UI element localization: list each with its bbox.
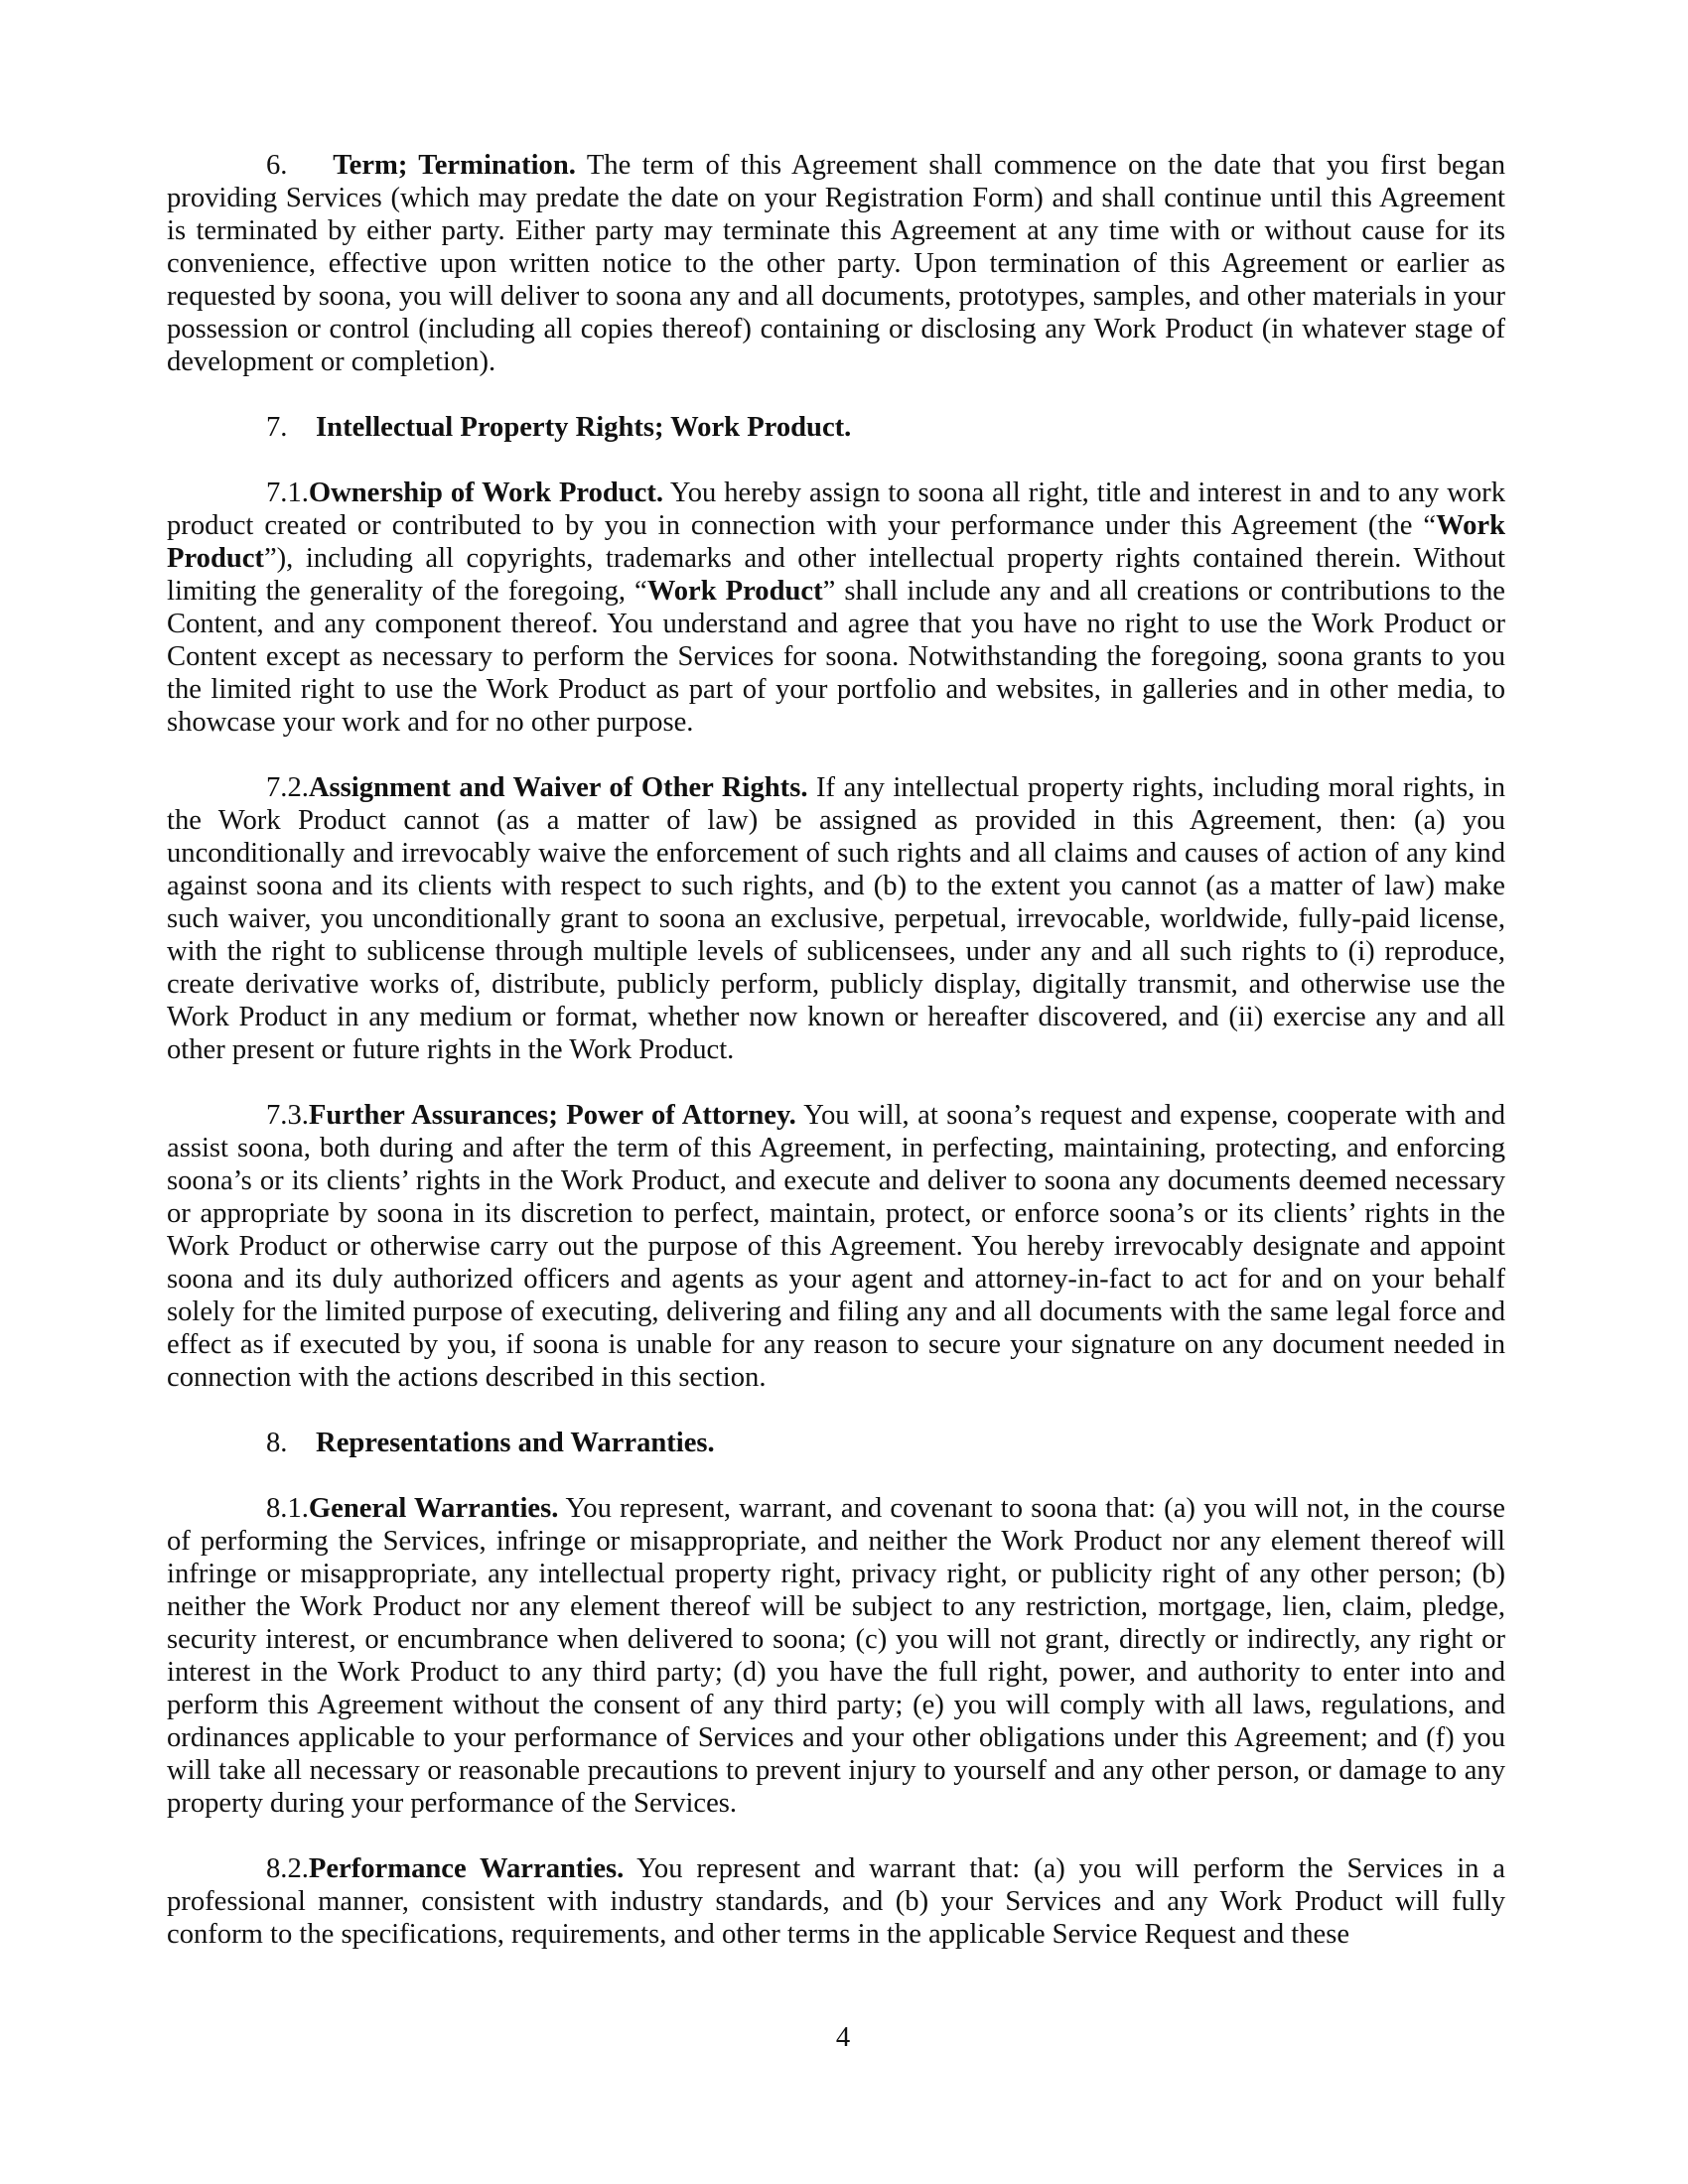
section-body: ” shall include any and all creations or contributions to the Content, and any component thereof. You understand and agree that you have no right to use the Work Product or Content except as necessary to perform the Services for soona. Notwithstanding the foregoing, soona grants to you the limited right to use the Work Product as part of your portfolio and websites, in galleries and in other media, to showcase your work and for no other purpose. — [167, 576, 1506, 738]
section-body: You will, at soona’s request and expense, cooperate with and assist soona, both during and after the term of this Agreement, in perfecting, maintaining, protecting, and enforcing soona’s or its clients’ rights in the Work Product, and execute and deliver to soona any documents deemed necessary or appropriate by soona in its discretion to perfect, maintain, protect, or enforce soona’s or its clients’ rights in the Work Product or otherwise carry out the purpose of this Agreement. You hereby irrevocably designate and appoint soona and its duly authorized officers and agents as your agent and attorney-in-fact to act for and on your behalf solely for the limited purpose of executing, delivering and filing any and all documents with the same legal force and effect as if executed by you, if soona is unable for any reason to secure your signature on any document needed in connection with the actions described in this section. — [167, 1100, 1505, 1393]
section-number: 7. — [266, 412, 288, 443]
section-number: 7.1. — [266, 478, 309, 508]
section-7-3 — [167, 1099, 1505, 1394]
section-title: Further Assurances; Power of Attorney. — [308, 1100, 796, 1131]
section-title: General Warranties. — [308, 1493, 559, 1524]
section-title: Intellectual Property Rights; Work Product. — [316, 412, 852, 443]
section-7-1 — [167, 477, 1505, 739]
defined-term: Work Product — [646, 576, 823, 607]
section-8-1 — [167, 1492, 1505, 1820]
section-body: If any intellectual property rights, including moral rights, in the Work Product cannot (as a matter of law) be assigned as provided in this Agreement, then: (a) you unconditionally and irrevocably waive the enforcement of such rights and all claims and causes of action of any kind against soona and its clients with respect to such rights, and (b) to the extent you cannot (as a matter of law) make such waiver, you unconditionally grant to soona an exclusive, perpetual, irrevocable, worldwide, fully-paid license, with the right to sublicense through multiple levels of sublicensees, under any and all such rights to (i) reproduce, create derivative works of, distribute, publicly perform, publicly display, digitally transmit, and otherwise use the Work Product in any medium or format, whether now known or hereafter discovered, and (ii) exercise any and all other present or future rights in the Work Product. — [167, 772, 1506, 1065]
section-title: Representations and Warranties. — [316, 1428, 715, 1458]
section-number: 8. — [266, 1428, 288, 1458]
section-body: You hereby assign to soona all right, title and interest in and to any work product created or contributed to by you in connection with your performance under this Agreement (the “ — [167, 478, 1505, 541]
section-title: Assignment and Waiver of Other Rights. — [308, 772, 808, 803]
section-body: The term of this Agreement shall commence on the date that you first began providing Services (which may predate the date on your Registration Form) and shall continue until this Agreement is terminated by either party. Either party may terminate this Agreement at any time with or without cause for its convenience, effective upon written notice to the other party. Upon termination of this Agreement or earlier as requested by soona, you will deliver to soona any and all documents, prototypes, samples, and other materials in your possession or control (including all copies thereof) containing or disclosing any Work Product (in whatever stage of development or completion). — [167, 150, 1506, 377]
section-8-2 — [167, 1852, 1505, 1951]
section-8-heading — [167, 1427, 1505, 1459]
section-title: Term; Termination. — [333, 150, 576, 181]
section-title: Performance Warranties. — [308, 1853, 625, 1884]
document-page — [167, 149, 1505, 1951]
section-6 — [167, 149, 1505, 378]
section-number: 8.1. — [266, 1493, 309, 1524]
section-number: 6. — [266, 150, 288, 181]
section-title: Ownership of Work Product. — [308, 478, 664, 508]
section-number: 7.2. — [266, 772, 309, 803]
section-number: 7.3. — [266, 1100, 309, 1131]
section-body: You represent, warrant, and covenant to soona that: (a) you will not, in the course of performing the Services, infringe or misappropriate, and neither the Work Product nor any element thereof will infringe or misappropriate, any intellectual property right, privacy right, or publicity right of any other person; (b) neither the Work Product nor any element thereof will be subject to any restriction, mortgage, lien, claim, pledge, security interest, or encumbrance when delivered to soona; (c) you will not grant, directly or indirectly, any right or interest in the Work Product to any third party; (d) you have the full right, power, and authority to enter into and perform this Agreement without the consent of any third party; (e) you will comply with all laws, regulations, and ordinances applicable to your performance of Services and your other obligations under this Agreement; and (f) you will take all necessary or reasonable precautions to prevent injury to yourself and any other person, or damage to any property during your performance of the Services. — [167, 1493, 1505, 1819]
section-body: ”), including all copyrights, trademarks and other intellectual property rights contained therein. Without limiting the generality of the foregoing, “ — [167, 543, 1505, 607]
section-7-2 — [167, 771, 1505, 1066]
section-7-heading — [167, 411, 1505, 444]
section-number: 8.2. — [266, 1853, 309, 1884]
page-number: 4 — [835, 2022, 851, 2053]
section-body: You represent and warrant that: (a) you will perform the Services in a professional manner, consistent with industry standards, and (b) your Services and any Work Product will fully conform to the specifications, requirements, and other terms in the applicable Service Request and these — [167, 1853, 1505, 1950]
defined-term: Work Product — [167, 510, 1505, 574]
